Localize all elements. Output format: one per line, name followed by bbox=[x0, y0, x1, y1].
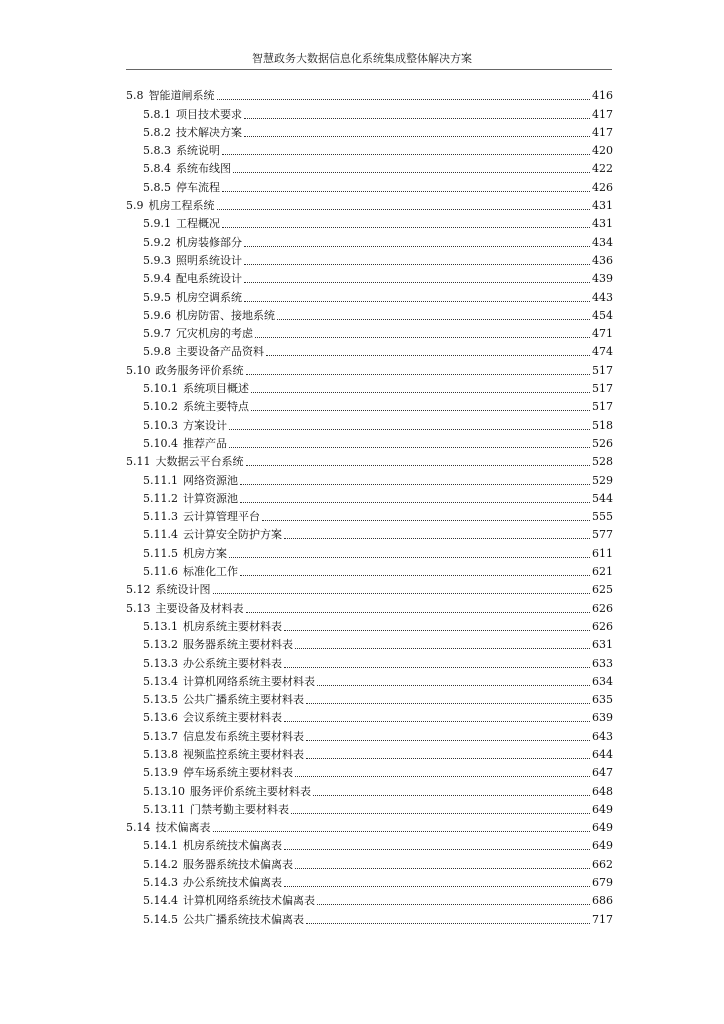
header-rule bbox=[126, 69, 612, 70]
toc-entry[interactable] bbox=[126, 616, 613, 634]
toc-entry-page: 454 bbox=[592, 308, 613, 322]
toc-entry-title: 照明系统设计 bbox=[176, 253, 242, 267]
toc-entry-number: 5.13.10 bbox=[143, 784, 185, 798]
toc-entry-page: 517 bbox=[592, 363, 613, 377]
toc-entry[interactable] bbox=[126, 195, 613, 213]
toc-entry-page: 474 bbox=[592, 345, 613, 359]
toc-entry-page: 471 bbox=[592, 327, 613, 341]
toc-entry[interactable] bbox=[126, 414, 613, 432]
toc-dot-leader bbox=[213, 830, 591, 832]
toc-entry[interactable] bbox=[126, 817, 613, 835]
toc-entry-title: 云计算管理平台 bbox=[183, 510, 260, 524]
toc-entry-number: 5.9.1 bbox=[143, 217, 171, 231]
toc-entry-number: 5.8 bbox=[126, 89, 144, 103]
toc-entry-number: 5.13.8 bbox=[143, 747, 178, 761]
toc-entry-number: 5.11.4 bbox=[143, 528, 178, 542]
toc-dot-leader bbox=[317, 684, 590, 686]
toc-entry-page: 647 bbox=[592, 766, 613, 780]
toc-entry-page: 518 bbox=[592, 418, 613, 432]
toc-entry-number: 5.11.2 bbox=[143, 491, 178, 505]
toc-entry-number: 5.9.6 bbox=[143, 308, 171, 322]
toc-entry-page: 436 bbox=[592, 253, 613, 267]
toc-dot-leader bbox=[240, 501, 590, 503]
toc-dot-leader bbox=[284, 720, 590, 722]
toc-dot-leader bbox=[213, 592, 591, 594]
toc-entry-page: 417 bbox=[592, 125, 613, 139]
toc-entry-title: 配电系统设计 bbox=[176, 272, 242, 286]
toc-dot-leader bbox=[295, 775, 590, 777]
toc-entry-title: 标准化工作 bbox=[183, 565, 238, 579]
toc-entry-number: 5.14.1 bbox=[143, 839, 178, 853]
toc-dot-leader bbox=[266, 354, 590, 356]
toc-entry-page: 649 bbox=[592, 821, 613, 835]
toc-entry-number: 5.13.4 bbox=[143, 674, 178, 688]
toc-dot-leader bbox=[306, 922, 590, 924]
toc-entry-title: 计算资源池 bbox=[183, 491, 238, 505]
toc-entry-page: 555 bbox=[592, 510, 613, 524]
toc-dot-leader bbox=[229, 446, 590, 448]
toc-entry[interactable] bbox=[126, 725, 613, 743]
toc-entry-number: 5.9.5 bbox=[143, 290, 171, 304]
toc-entry-page: 426 bbox=[592, 180, 613, 194]
toc-entry-number: 5.9.7 bbox=[143, 327, 171, 341]
toc-entry[interactable] bbox=[126, 103, 613, 121]
toc-entry-number: 5.14.5 bbox=[143, 912, 178, 926]
toc-entry[interactable] bbox=[126, 542, 613, 560]
toc-dot-leader bbox=[251, 391, 590, 393]
toc-dot-leader bbox=[240, 483, 590, 485]
toc-entry-number: 5.8.4 bbox=[143, 162, 171, 176]
toc-entry-page: 648 bbox=[592, 784, 613, 798]
toc-entry-title: 公共广播系统技术偏离表 bbox=[183, 912, 304, 926]
toc-entry-title: 停车流程 bbox=[176, 180, 220, 194]
toc-entry-page: 634 bbox=[592, 674, 613, 688]
toc-entry-page: 577 bbox=[592, 528, 613, 542]
toc-entry[interactable] bbox=[126, 689, 613, 707]
toc-entry-page: 631 bbox=[592, 638, 613, 652]
toc-dot-leader bbox=[246, 464, 591, 466]
toc-entry[interactable] bbox=[126, 707, 613, 725]
toc-entry-number: 5.14.2 bbox=[143, 857, 178, 871]
toc-entry-title: 办公系统技术偏离表 bbox=[183, 876, 282, 890]
toc-entry-page: 649 bbox=[592, 839, 613, 853]
toc-entry-number: 5.13.11 bbox=[143, 802, 185, 816]
toc-entry-title: 系统说明 bbox=[176, 144, 220, 158]
toc-entry-title: 推荐产品 bbox=[183, 436, 227, 450]
toc-entry-number: 5.14 bbox=[126, 821, 151, 835]
toc-entry-title: 冗灾机房的考虑 bbox=[176, 327, 253, 341]
toc-dot-leader bbox=[229, 428, 590, 430]
toc-entry-number: 5.11 bbox=[126, 455, 151, 469]
toc-entry[interactable] bbox=[126, 213, 613, 231]
toc-entry-page: 717 bbox=[592, 912, 613, 926]
toc-entry[interactable] bbox=[126, 890, 613, 908]
table-of-contents bbox=[126, 85, 613, 927]
page-header: 智慧政务大数据信息化系统集成整体解决方案 bbox=[252, 52, 472, 65]
toc-entry[interactable] bbox=[126, 231, 613, 249]
toc-entry-page: 526 bbox=[592, 436, 613, 450]
toc-entry-title: 方案设计 bbox=[183, 418, 227, 432]
toc-entry-number: 5.11.5 bbox=[143, 546, 178, 560]
toc-entry[interactable] bbox=[126, 176, 613, 194]
toc-entry-number: 5.9.8 bbox=[143, 345, 171, 359]
toc-entry[interactable] bbox=[126, 762, 613, 780]
toc-dot-leader bbox=[240, 574, 590, 576]
toc-dot-leader bbox=[262, 519, 590, 521]
toc-entry-number: 5.8.2 bbox=[143, 125, 171, 139]
toc-entry[interactable] bbox=[126, 140, 613, 158]
toc-entry-page: 611 bbox=[592, 546, 613, 560]
toc-dot-leader bbox=[244, 281, 590, 283]
toc-entry-number: 5.10.2 bbox=[143, 400, 178, 414]
toc-dot-leader bbox=[306, 757, 590, 759]
toc-entry-title: 服务器系统技术偏离表 bbox=[183, 857, 293, 871]
toc-entry[interactable] bbox=[126, 561, 613, 579]
toc-entry-page: 517 bbox=[592, 382, 613, 396]
toc-entry-number: 5.13.1 bbox=[143, 619, 178, 633]
toc-entry-page: 431 bbox=[592, 199, 613, 213]
toc-entry-title: 系统项目概述 bbox=[183, 382, 249, 396]
toc-entry[interactable] bbox=[126, 250, 613, 268]
toc-entry[interactable] bbox=[126, 396, 613, 414]
toc-dot-leader bbox=[313, 794, 590, 796]
toc-entry-page: 439 bbox=[592, 272, 613, 286]
toc-entry-title: 机房空调系统 bbox=[176, 290, 242, 304]
toc-entry-title: 办公系统主要材料表 bbox=[183, 656, 282, 670]
toc-entry-page: 679 bbox=[592, 876, 613, 890]
toc-entry-title: 系统布线图 bbox=[176, 162, 231, 176]
toc-entry-page: 635 bbox=[592, 693, 613, 707]
toc-entry-number: 5.13.5 bbox=[143, 693, 178, 707]
toc-dot-leader bbox=[229, 556, 590, 558]
toc-dot-leader bbox=[244, 245, 590, 247]
toc-entry-number: 5.9.3 bbox=[143, 253, 171, 267]
toc-entry[interactable] bbox=[126, 597, 613, 615]
toc-entry[interactable] bbox=[126, 85, 613, 103]
toc-entry-number: 5.9 bbox=[126, 199, 144, 213]
toc-entry-page: 625 bbox=[592, 583, 613, 597]
toc-dot-leader bbox=[255, 336, 590, 338]
toc-entry-title: 机房方案 bbox=[183, 546, 227, 560]
toc-entry-title: 政务服务评价系统 bbox=[155, 363, 244, 377]
toc-entry-title: 云计算安全防护方案 bbox=[183, 528, 282, 542]
toc-dot-leader bbox=[246, 611, 591, 613]
toc-entry[interactable] bbox=[126, 524, 613, 542]
toc-dot-leader bbox=[244, 300, 590, 302]
toc-dot-leader bbox=[244, 117, 590, 119]
toc-entry-number: 5.14.3 bbox=[143, 876, 178, 890]
toc-dot-leader bbox=[217, 98, 591, 100]
toc-entry-page: 529 bbox=[592, 473, 613, 487]
toc-entry-title: 技术解决方案 bbox=[176, 125, 242, 139]
toc-entry-page: 643 bbox=[592, 729, 613, 743]
toc-entry[interactable] bbox=[126, 341, 613, 359]
toc-dot-leader bbox=[222, 226, 590, 228]
toc-entry[interactable] bbox=[126, 378, 613, 396]
toc-entry-title: 主要设备产品资料 bbox=[176, 345, 264, 359]
toc-entry[interactable] bbox=[126, 671, 613, 689]
toc-entry-title: 工程概况 bbox=[176, 217, 220, 231]
toc-entry[interactable] bbox=[126, 835, 613, 853]
toc-entry-number: 5.13.3 bbox=[143, 656, 178, 670]
toc-entry[interactable] bbox=[126, 908, 613, 926]
toc-entry[interactable] bbox=[126, 488, 613, 506]
toc-entry[interactable] bbox=[126, 744, 613, 762]
toc-entry-title: 网络资源池 bbox=[183, 473, 238, 487]
toc-entry-title: 会议系统主要材料表 bbox=[183, 711, 282, 725]
toc-dot-leader bbox=[277, 318, 590, 320]
toc-dot-leader bbox=[244, 263, 590, 265]
toc-entry-title: 系统设计图 bbox=[155, 583, 211, 597]
toc-entry-number: 5.13.7 bbox=[143, 729, 178, 743]
toc-entry-number: 5.13 bbox=[126, 601, 151, 615]
toc-dot-leader bbox=[295, 647, 590, 649]
toc-entry-title: 计算机网络系统技术偏离表 bbox=[183, 894, 315, 908]
toc-entry[interactable] bbox=[126, 780, 613, 798]
toc-entry-title: 机房系统主要材料表 bbox=[183, 619, 282, 633]
toc-entry-title: 视频监控系统主要材料表 bbox=[183, 747, 304, 761]
toc-entry-page: 417 bbox=[592, 107, 613, 121]
toc-entry-page: 686 bbox=[592, 894, 613, 908]
toc-entry-number: 5.11.6 bbox=[143, 565, 178, 579]
toc-entry[interactable] bbox=[126, 634, 613, 652]
toc-entry-number: 5.10 bbox=[126, 363, 151, 377]
toc-entry-title: 智能道闸系统 bbox=[148, 89, 215, 103]
toc-entry-title: 机房防雷、接地系统 bbox=[176, 308, 275, 322]
toc-entry-page: 662 bbox=[592, 857, 613, 871]
toc-dot-leader bbox=[284, 885, 590, 887]
toc-entry-title: 服务器系统主要材料表 bbox=[183, 638, 293, 652]
toc-entry-title: 停车场系统主要材料表 bbox=[183, 766, 293, 780]
toc-entry-title: 信息发布系统主要材料表 bbox=[183, 729, 304, 743]
toc-entry[interactable] bbox=[126, 122, 613, 140]
toc-entry-number: 5.9.4 bbox=[143, 272, 171, 286]
toc-entry-page: 517 bbox=[592, 400, 613, 414]
toc-entry[interactable] bbox=[126, 433, 613, 451]
toc-entry-page: 420 bbox=[592, 144, 613, 158]
toc-dot-leader bbox=[284, 629, 590, 631]
toc-dot-leader bbox=[284, 666, 590, 668]
toc-dot-leader bbox=[222, 153, 590, 155]
toc-entry-number: 5.12 bbox=[126, 583, 151, 597]
toc-entry[interactable] bbox=[126, 268, 613, 286]
toc-dot-leader bbox=[233, 171, 590, 173]
toc-entry-page: 644 bbox=[592, 747, 613, 761]
toc-entry-number: 5.14.4 bbox=[143, 894, 178, 908]
toc-dot-leader bbox=[222, 190, 590, 192]
toc-entry-page: 443 bbox=[592, 290, 613, 304]
toc-entry-page: 544 bbox=[592, 491, 613, 505]
toc-entry[interactable] bbox=[126, 579, 613, 597]
toc-entry-title: 计算机网络系统主要材料表 bbox=[183, 674, 315, 688]
toc-entry-number: 5.10.1 bbox=[143, 382, 178, 396]
toc-dot-leader bbox=[284, 537, 590, 539]
toc-entry-title: 主要设备及材料表 bbox=[155, 601, 244, 615]
toc-dot-leader bbox=[244, 135, 590, 137]
toc-dot-leader bbox=[251, 409, 590, 411]
toc-entry-page: 422 bbox=[592, 162, 613, 176]
toc-entry-number: 5.11.1 bbox=[143, 473, 178, 487]
toc-entry-title: 公共广播系统主要材料表 bbox=[183, 693, 304, 707]
toc-entry-title: 项目技术要求 bbox=[176, 107, 242, 121]
toc-dot-leader bbox=[306, 739, 590, 741]
toc-entry-page: 416 bbox=[592, 89, 613, 103]
toc-entry-number: 5.8.5 bbox=[143, 180, 171, 194]
toc-entry-title: 服务评价系统主要材料表 bbox=[190, 784, 311, 798]
toc-entry-number: 5.13.2 bbox=[143, 638, 178, 652]
toc-dot-leader bbox=[306, 702, 590, 704]
toc-dot-leader bbox=[246, 373, 591, 375]
toc-entry-page: 528 bbox=[592, 455, 613, 469]
toc-entry[interactable] bbox=[126, 286, 613, 304]
toc-entry-title: 系统主要特点 bbox=[183, 400, 249, 414]
toc-entry-number: 5.13.9 bbox=[143, 766, 178, 780]
toc-dot-leader bbox=[291, 812, 590, 814]
toc-entry-title: 机房系统技术偏离表 bbox=[183, 839, 282, 853]
toc-entry-page: 633 bbox=[592, 656, 613, 670]
toc-entry[interactable] bbox=[126, 872, 613, 890]
toc-entry-page: 434 bbox=[592, 235, 613, 249]
toc-entry-title: 机房装修部分 bbox=[176, 235, 242, 249]
toc-entry[interactable] bbox=[126, 652, 613, 670]
toc-entry-title: 门禁考勤主要材料表 bbox=[190, 802, 289, 816]
toc-entry[interactable] bbox=[126, 158, 613, 176]
toc-entry[interactable] bbox=[126, 853, 613, 871]
toc-entry-page: 649 bbox=[592, 802, 613, 816]
toc-entry-number: 5.11.3 bbox=[143, 510, 178, 524]
toc-entry-page: 626 bbox=[592, 619, 613, 633]
toc-entry[interactable] bbox=[126, 323, 613, 341]
toc-entry-page: 639 bbox=[592, 711, 613, 725]
toc-entry-page: 621 bbox=[592, 565, 613, 579]
toc-entry-title: 机房工程系统 bbox=[148, 199, 215, 213]
toc-entry[interactable] bbox=[126, 305, 613, 323]
toc-dot-leader bbox=[284, 848, 590, 850]
toc-entry-page: 626 bbox=[592, 601, 613, 615]
toc-entry-page: 431 bbox=[592, 217, 613, 231]
toc-entry-title: 大数据云平台系统 bbox=[155, 455, 244, 469]
toc-entry[interactable] bbox=[126, 506, 613, 524]
toc-entry-number: 5.8.1 bbox=[143, 107, 171, 121]
toc-entry[interactable] bbox=[126, 799, 613, 817]
toc-dot-leader bbox=[317, 903, 590, 905]
toc-entry[interactable] bbox=[126, 451, 613, 469]
toc-entry-number: 5.10.4 bbox=[143, 436, 178, 450]
toc-entry[interactable] bbox=[126, 359, 613, 377]
toc-entry-number: 5.13.6 bbox=[143, 711, 178, 725]
toc-dot-leader bbox=[217, 208, 591, 210]
toc-entry[interactable] bbox=[126, 469, 613, 487]
toc-entry-number: 5.10.3 bbox=[143, 418, 178, 432]
toc-entry-number: 5.9.2 bbox=[143, 235, 171, 249]
toc-entry-number: 5.8.3 bbox=[143, 144, 171, 158]
toc-dot-leader bbox=[295, 867, 590, 869]
toc-entry-title: 技术偏离表 bbox=[155, 821, 211, 835]
